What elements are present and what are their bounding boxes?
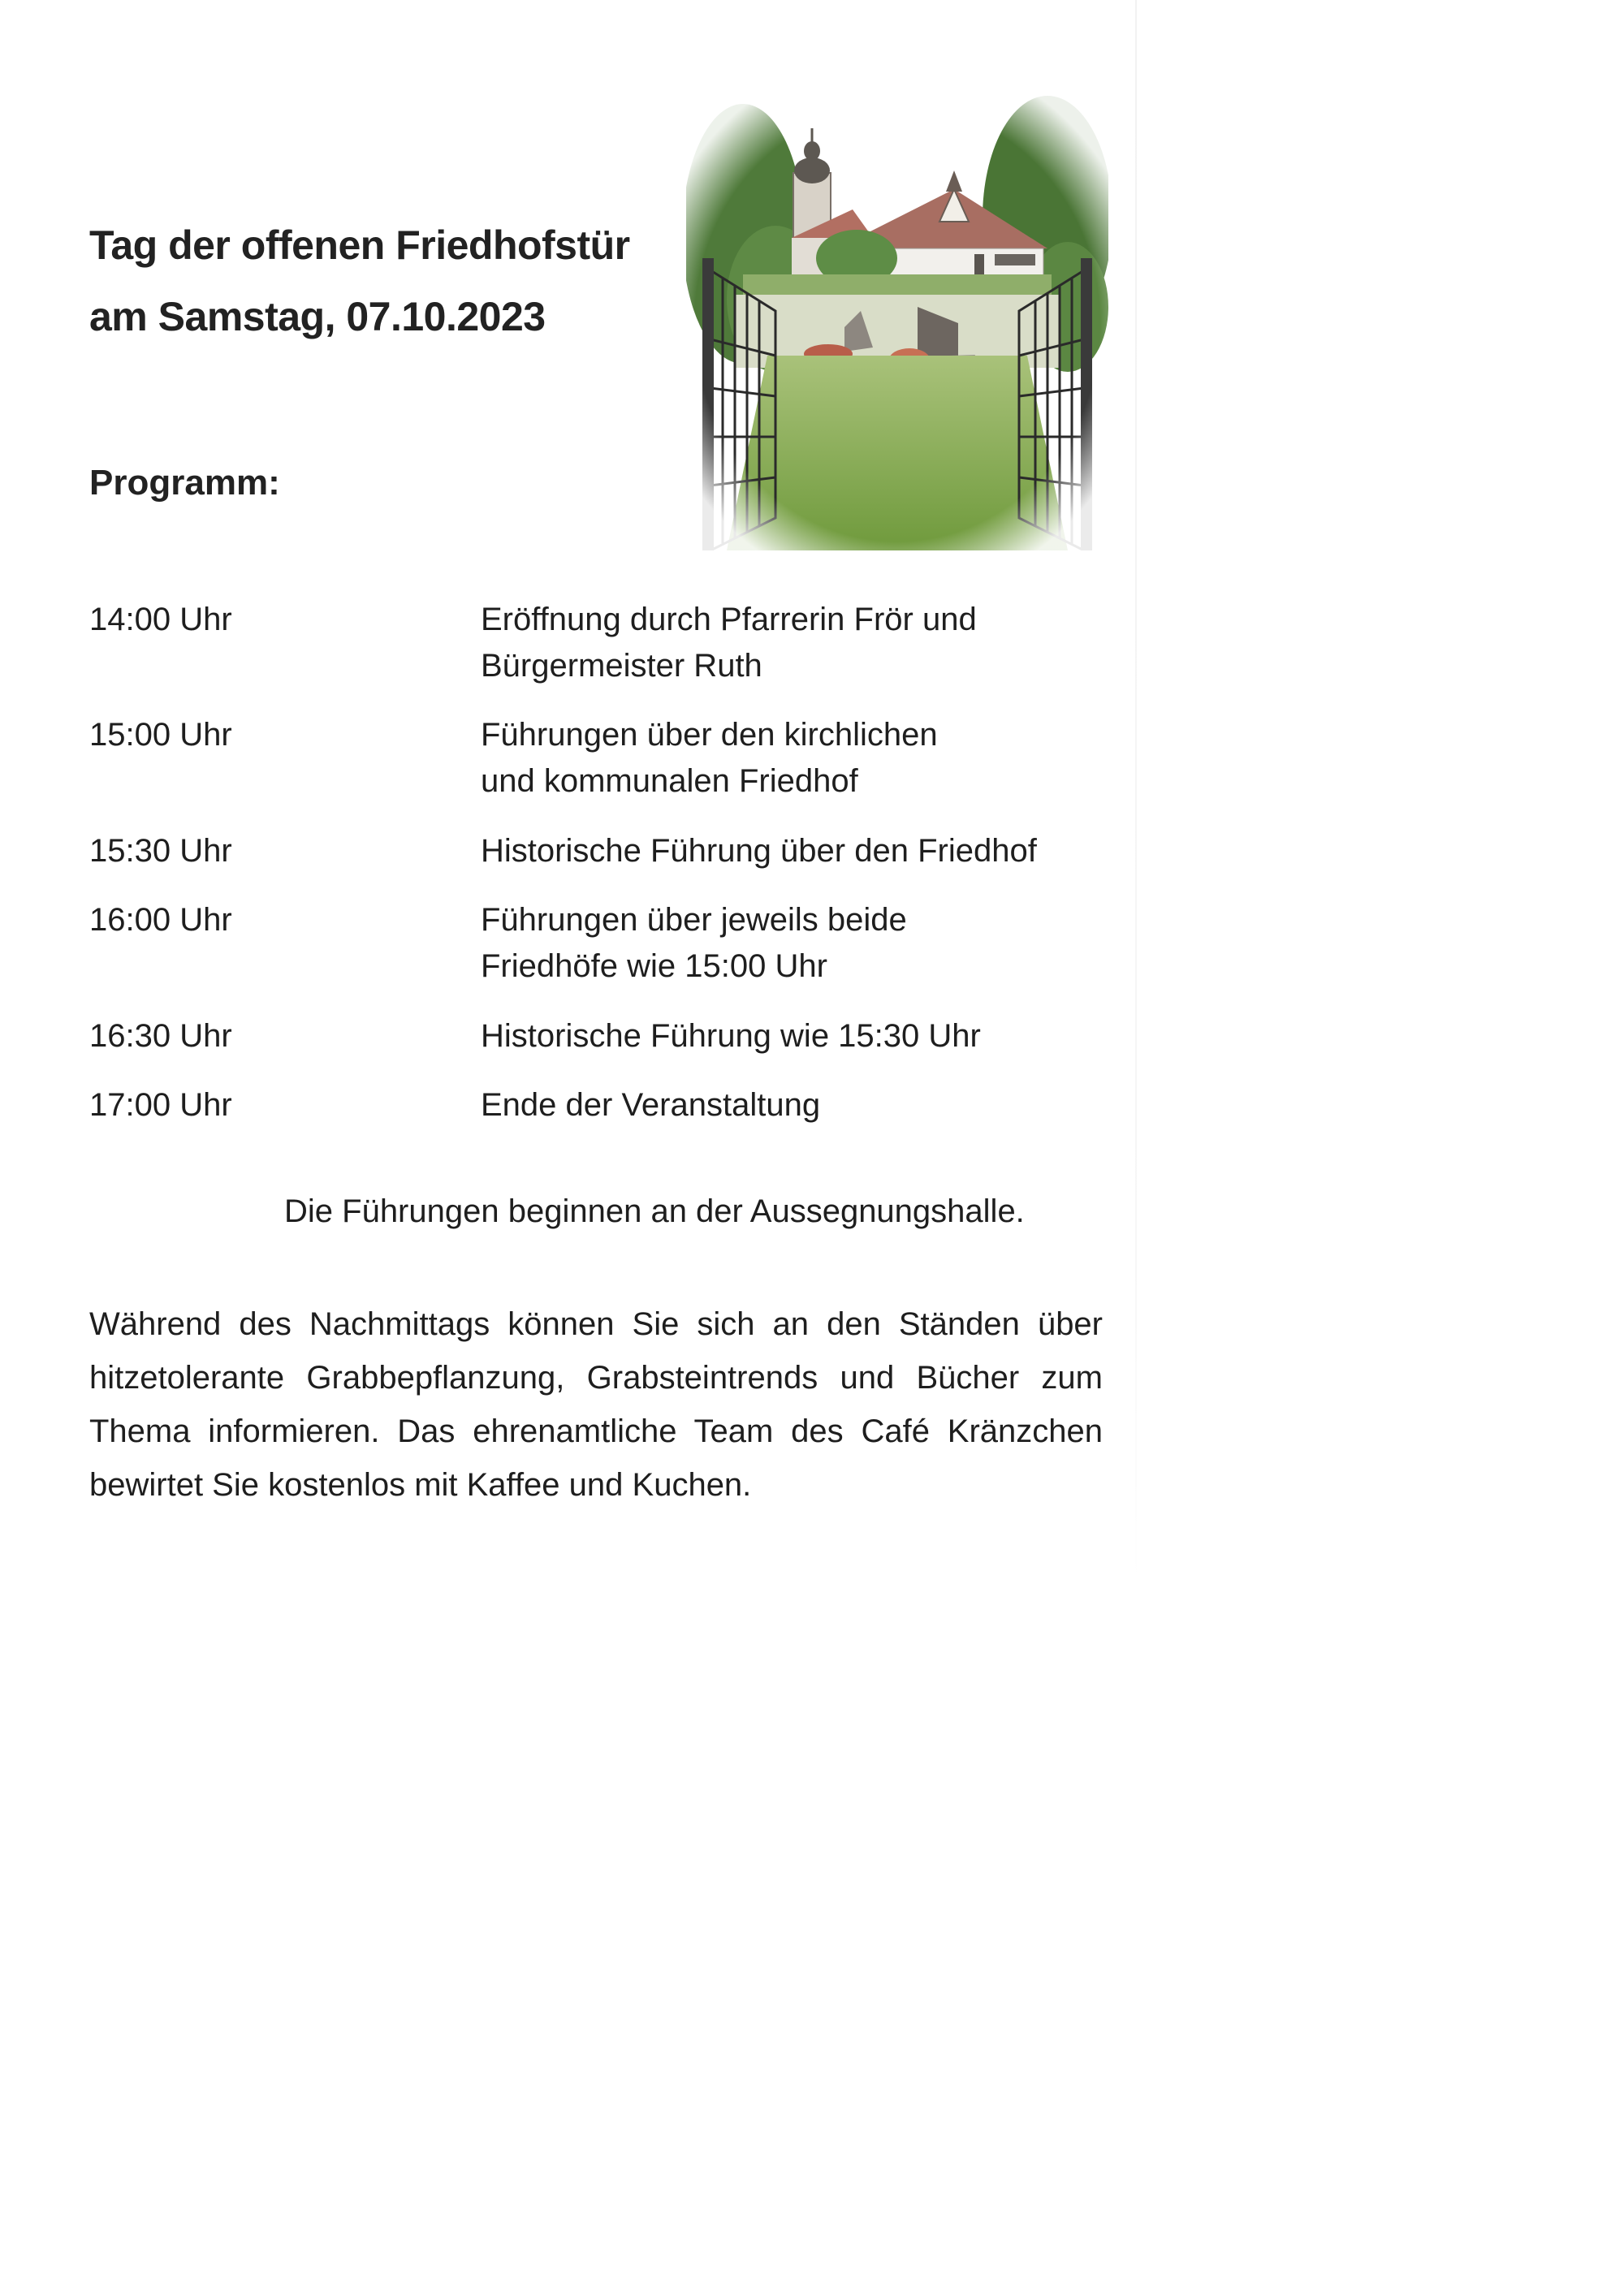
description-line: Friedhöfe wie 15:00 Uhr <box>481 948 827 984</box>
schedule-time: 14:00 Uhr <box>89 602 232 637</box>
meeting-point-note: Die Führungen beginnen an der Aussegnungshalle. <box>284 1193 1025 1229</box>
scan-page-edge <box>1135 0 1137 1583</box>
title-line-1: Tag der offenen Friedhofstür <box>89 222 630 268</box>
schedule-description <box>481 828 1130 874</box>
description-line: Ende der Veranstaltung <box>481 1087 821 1123</box>
schedule-time: 15:00 Uhr <box>89 717 232 753</box>
description-line: Führungen über den kirchlichen <box>481 717 938 753</box>
schedule-time: 16:30 Uhr <box>89 1018 232 1054</box>
description-line: Historische Führung über den Friedhof <box>481 833 1037 869</box>
schedule-time: 15:30 Uhr <box>89 833 232 869</box>
program-heading: Programm: <box>89 463 280 503</box>
schedule-time: 16:00 Uhr <box>89 902 232 938</box>
schedule-time: 17:00 Uhr <box>89 1087 232 1123</box>
schedule-description <box>481 1013 1130 1060</box>
description-line: Führungen über jeweils beide <box>481 902 907 938</box>
description-line: Historische Führung wie 15:30 Uhr <box>481 1018 981 1054</box>
schedule-description <box>481 597 1130 689</box>
description-line: Eröffnung durch Pfarrerin Frör und <box>481 602 977 637</box>
description-line: Bürgermeister Ruth <box>481 648 762 684</box>
schedule-description <box>481 712 1130 805</box>
page-title <box>89 209 630 352</box>
description-line: und kommunalen Friedhof <box>481 763 858 799</box>
cemetery-gate-illustration <box>686 96 1108 550</box>
info-paragraph: Während des Nachmittags können Sie sich an den Ständen über hitzetolerante Grabbepflanzung, Grabsteintrends und Bücher zum Thema informieren. Das ehrenamtliche Team des Café Kränzchen bewirtet Sie kostenlos mit Kaffee und Kuchen. <box>89 1306 1103 1503</box>
title-line-2: am Samstag, 07.10.2023 <box>89 294 546 339</box>
schedule-description <box>481 1082 1130 1129</box>
schedule-description <box>481 897 1130 990</box>
